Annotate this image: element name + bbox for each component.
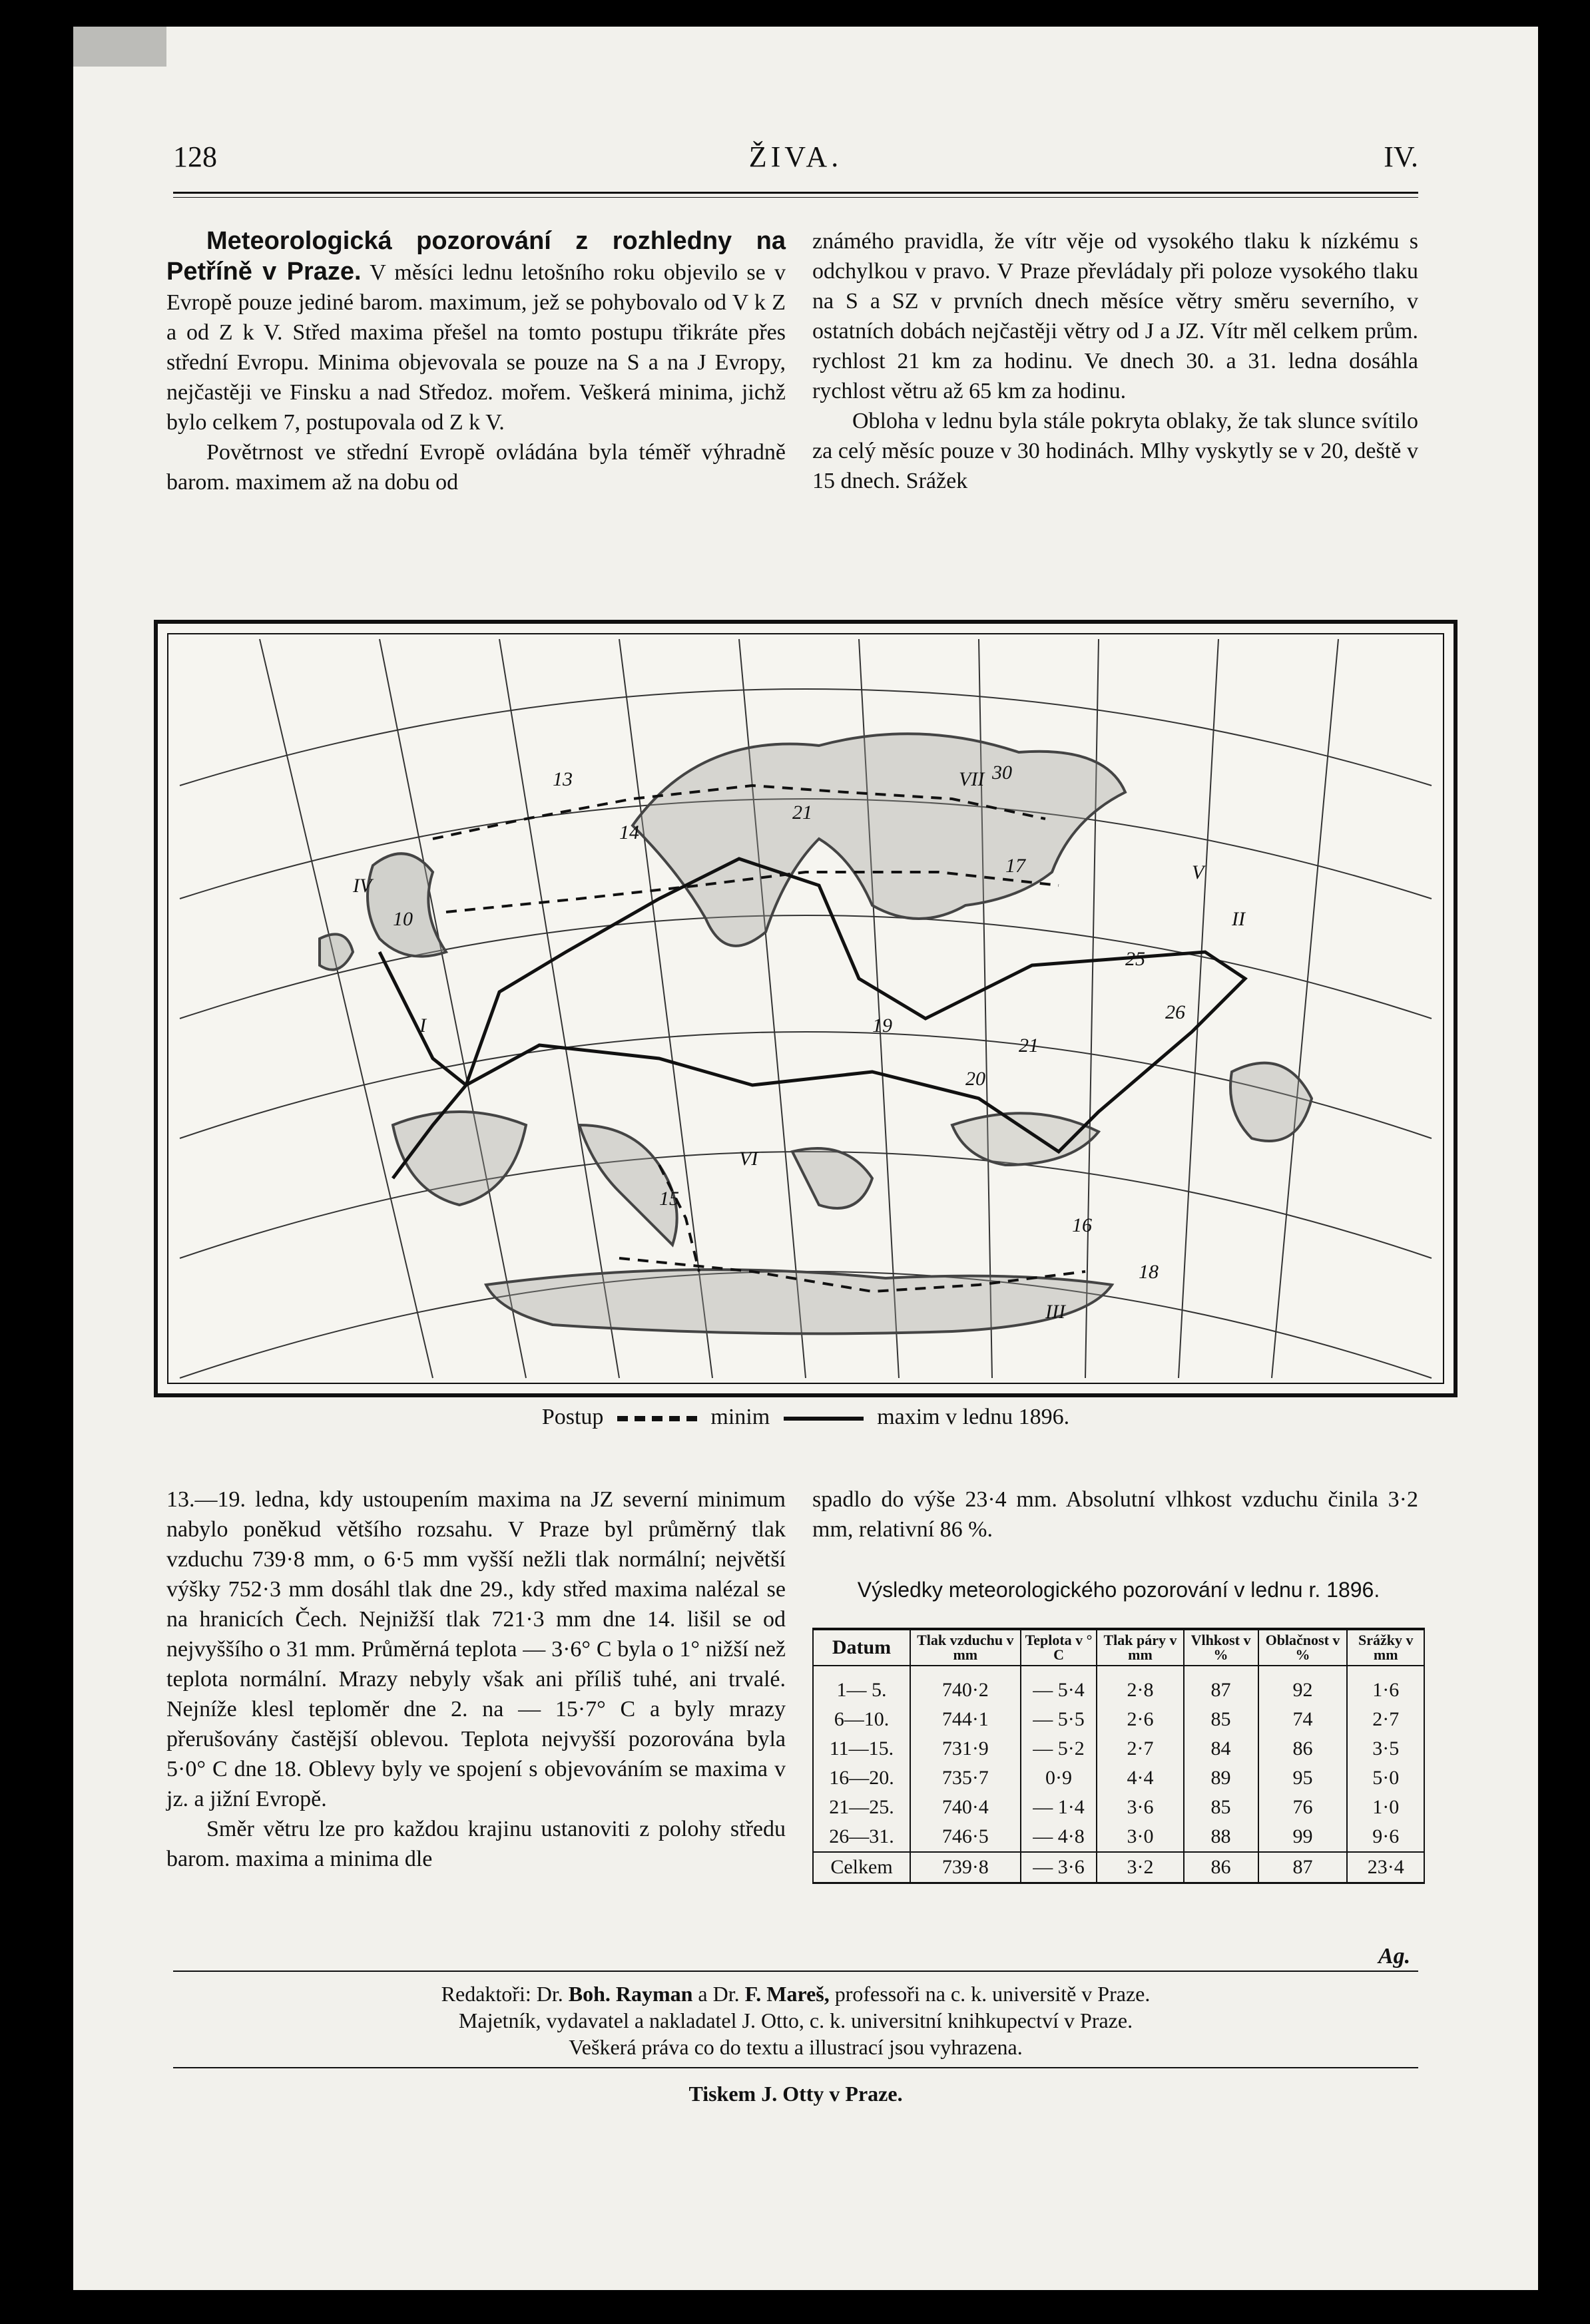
column-header: Oblačnost v %: [1258, 1629, 1348, 1666]
article-intro: [166, 226, 786, 437]
table-title: Výsledky meteorologického pozorování v lednu r. 1896.: [857, 1578, 1380, 1602]
table-total-row: [813, 1852, 1424, 1883]
minima-legend-line: [617, 1416, 697, 1421]
table-cell: 744·1: [910, 1705, 1021, 1734]
table-row: [813, 1822, 1424, 1852]
map-caption: [73, 1405, 1538, 1430]
table-cell: 1·6: [1347, 1666, 1424, 1705]
journal-title: ŽIVA.: [748, 140, 843, 173]
table-cell: — 4·8: [1021, 1822, 1097, 1852]
table-row: [813, 1734, 1424, 1763]
table-cell: — 3·6: [1021, 1852, 1097, 1883]
maxima-legend-line: [784, 1417, 864, 1421]
footer-rule: [173, 1971, 1418, 1972]
day-label: 17: [1005, 855, 1025, 877]
table-cell: 2·7: [1097, 1734, 1183, 1763]
table-cell: 3·6: [1097, 1793, 1183, 1822]
table-cell: 86: [1258, 1734, 1348, 1763]
caption-minim: minim: [710, 1405, 770, 1429]
table-cell: 0·9: [1021, 1763, 1097, 1793]
table-cell: Celkem: [813, 1852, 910, 1883]
table-cell: 92: [1258, 1666, 1348, 1705]
table-row: [813, 1705, 1424, 1734]
table-cell: 85: [1184, 1705, 1258, 1734]
table-cell: 3·5: [1347, 1734, 1424, 1763]
minimum-label: I: [419, 1015, 426, 1037]
table-row: [813, 1793, 1424, 1822]
table-cell: 9·6: [1347, 1822, 1424, 1852]
column-header: Teplota v ° C: [1021, 1629, 1097, 1666]
table-cell: 74: [1258, 1705, 1348, 1734]
article-paragraph-1: V měsíci lednu letošního roku objevilo se v Evropě pouze jediné barom. maximum, jež se pohybovalo od V k Z a od Z k V. Střed maxima přešel na tomto postupu třikráte přes střední Evropu. Minima objevovala se pouze na S a na J Evropy, nejčastěji ve Finsku a nad Středoz. mořem. Veškerá minima, jichž bylo celkem 7, postupovala od Z k V.: [166, 260, 786, 435]
sky-paragraph: Obloha v lednu byla stále pokryta oblaky, že tak slunce svítilo za celý měsíc pouze v 30 hodinách. Mlhy vyskytly se v 20, deště v 15 dnech. Srážek: [812, 409, 1418, 493]
table-cell: 16—20.: [813, 1763, 910, 1793]
page-number: 128: [173, 140, 217, 173]
rights-line: Veškerá práva co do textu a illustrací jsou vyhrazena.: [569, 2035, 1023, 2059]
column-header: Datum: [813, 1629, 910, 1666]
pressure-temperature-paragraph: 13.—19. ledna, kdy ustoupením maxima na JZ severní minimum nabylo poněkud většího rozsahu. V Praze byl průměrný tlak vzduchu 739·8 mm, o 6·5 mm vyšší nežli tlak normální; největší výšky 752·3 mm dosáhl tlak dne 29., kdy střed maxima nalézal se na hranicích Čech. Nejnižší tlak 721·3 mm dne 14. lišil se od nejvyššího o 31 mm. Průměrná teplota — 3·6° C byla o 1° nižší než teplota normální. Mrazy nebyly však ani příliš tuhé, ani trvalé. Nejníže klesl teploměr dne 2. na — 15·7° C a byly mrazy přerušovány častější oblevou. Teplota nejvyšší pozorována byla 5·0° C dne 18. Oblevy byly ve spojení s objevováním se maxima v jz. a jižní Evropě.: [166, 1487, 786, 1811]
day-label: 21: [1019, 1035, 1039, 1056]
right-column-bottom: [812, 1485, 1418, 1544]
caption-postup: Postup: [541, 1405, 604, 1429]
header-rule-thin: [173, 197, 1418, 198]
editor-name-2: F. Mareš,: [744, 1982, 830, 2006]
table-cell: 4·4: [1097, 1763, 1183, 1793]
table-cell: — 5·4: [1021, 1666, 1097, 1705]
day-label: 30: [992, 762, 1012, 784]
table-cell: 746·5: [910, 1822, 1021, 1852]
humidity-paragraph: spadlo do výše 23·4 mm. Absolutní vlhkost vzduchu činila 3·2 mm, relativní 86 %.: [812, 1487, 1418, 1542]
table-cell: 26—31.: [813, 1822, 910, 1852]
table-cell: — 5·5: [1021, 1705, 1097, 1734]
map-svg: [153, 619, 1458, 1398]
table-cell: 740·2: [910, 1666, 1021, 1705]
table-cell: 99: [1258, 1822, 1348, 1852]
table-cell: 3·0: [1097, 1822, 1183, 1852]
column-header: Srážky v mm: [1347, 1629, 1424, 1666]
table-cell: 76: [1258, 1793, 1348, 1822]
printer-rule: [173, 2067, 1418, 2068]
table-cell: 21—25.: [813, 1793, 910, 1822]
editors-prefix: Redaktoři: Dr.: [441, 1982, 563, 2006]
header-rule: [173, 192, 1418, 194]
editors-line: [173, 1980, 1418, 2007]
wind-paragraph: známého pravidla, že vítr věje od vysokého tlaku k nízkému s odchylkou v pravo. V Praze převládaly při poloze vysokého tlaku na S a SZ v prvních dnech měsíce větry směru severního, v ostatních dobách nejčastěji větry od J a JZ. Vítr měl celkem prům. rychlost 21 km za hodinu. Ve dnech 30. a 31. ledna dosáhla rychlost větru až 65 km za hodinu.: [812, 229, 1418, 403]
day-label: 16: [1072, 1214, 1092, 1236]
column-header: Tlak páry v mm: [1097, 1629, 1183, 1666]
right-column-top: [812, 226, 1418, 496]
table-cell: 87: [1258, 1852, 1348, 1883]
table-cell: 735·7: [910, 1763, 1021, 1793]
article-paragraph-2: Povětrnost ve střední Evropě ovládána byla téměř výhradně barom. maximem až na dobu od: [166, 440, 786, 495]
table-header-row: [813, 1629, 1424, 1666]
day-label: 19: [872, 1015, 892, 1037]
left-column-top: [166, 226, 786, 497]
table-cell: 85: [1184, 1793, 1258, 1822]
editors-conjunction: a Dr.: [698, 1982, 740, 2006]
day-label: 15: [659, 1188, 679, 1210]
table-row: [813, 1763, 1424, 1793]
editorial-footer: [173, 1980, 1418, 2060]
journal-page: [73, 27, 1538, 2290]
minimum-label: V: [1192, 861, 1204, 883]
column-header: Tlak vzduchu v mm: [910, 1629, 1021, 1666]
europe-pressure-map: [153, 619, 1458, 1425]
table-cell: 23·4: [1347, 1852, 1424, 1883]
table-cell: 3·2: [1097, 1852, 1183, 1883]
wind-direction-paragraph: Směr větru lze pro každou krajinu ustanoviti z polohy středu barom. maxima a minima dle: [166, 1817, 786, 1871]
results-table: [812, 1628, 1425, 1884]
table-cell: 739·8: [910, 1852, 1021, 1883]
table-cell: 5·0: [1347, 1763, 1424, 1793]
day-label: 21: [792, 802, 812, 823]
printer-line: Tiskem J. Otty v Praze.: [688, 2082, 903, 2106]
author-signature: Ag.: [1378, 1944, 1411, 1969]
article-title: Meteorologická pozorování z rozhledny na Petříně v Praze.: [166, 227, 786, 286]
left-column-bottom: [166, 1485, 786, 1874]
table-row: [813, 1666, 1424, 1705]
table-cell: 6—10.: [813, 1705, 910, 1734]
scan-margin-strip: [73, 27, 166, 67]
volume-number: IV.: [1384, 140, 1418, 173]
day-label: 25: [1125, 948, 1145, 970]
table-cell: 95: [1258, 1763, 1348, 1793]
day-label: 18: [1139, 1261, 1159, 1283]
day-label: 20: [965, 1068, 985, 1090]
publisher-line: Majetník, vydavatel a nakladatel J. Otto, c. k. universitní knihkupectví v Praze.: [458, 2008, 1133, 2032]
page-header: [173, 140, 1418, 182]
table-cell: 1— 5.: [813, 1666, 910, 1705]
editors-affiliation: professoři na c. k. universitě v Praze.: [834, 1982, 1151, 2006]
table-cell: 740·4: [910, 1793, 1021, 1822]
table-cell: — 5·2: [1021, 1734, 1097, 1763]
column-header: Vlhkost v %: [1184, 1629, 1258, 1666]
table-cell: 11—15.: [813, 1734, 910, 1763]
editor-name-1: Boh. Rayman: [568, 1982, 693, 2006]
day-label: 14: [619, 821, 639, 843]
table-cell: 86: [1184, 1852, 1258, 1883]
day-label: 26: [1165, 1001, 1185, 1023]
table-cell: 731·9: [910, 1734, 1021, 1763]
table-cell: 1·0: [1347, 1793, 1424, 1822]
minimum-label: II: [1232, 908, 1245, 930]
table-cell: 88: [1184, 1822, 1258, 1852]
table-cell: 89: [1184, 1763, 1258, 1793]
caption-maxim: maxim v lednu 1896.: [877, 1405, 1070, 1429]
minimum-label: VI: [739, 1148, 758, 1170]
day-label: 10: [393, 908, 413, 930]
minimum-label: IV: [353, 875, 372, 897]
table-cell: 87: [1184, 1666, 1258, 1705]
minimum-label: III: [1045, 1301, 1065, 1323]
table-cell: 84: [1184, 1734, 1258, 1763]
table-cell: 2·8: [1097, 1666, 1183, 1705]
table-cell: — 1·4: [1021, 1793, 1097, 1822]
table-cell: 2·6: [1097, 1705, 1183, 1734]
minimum-label: VII: [959, 768, 985, 790]
table-cell: 2·7: [1347, 1705, 1424, 1734]
day-label: 13: [553, 768, 573, 790]
